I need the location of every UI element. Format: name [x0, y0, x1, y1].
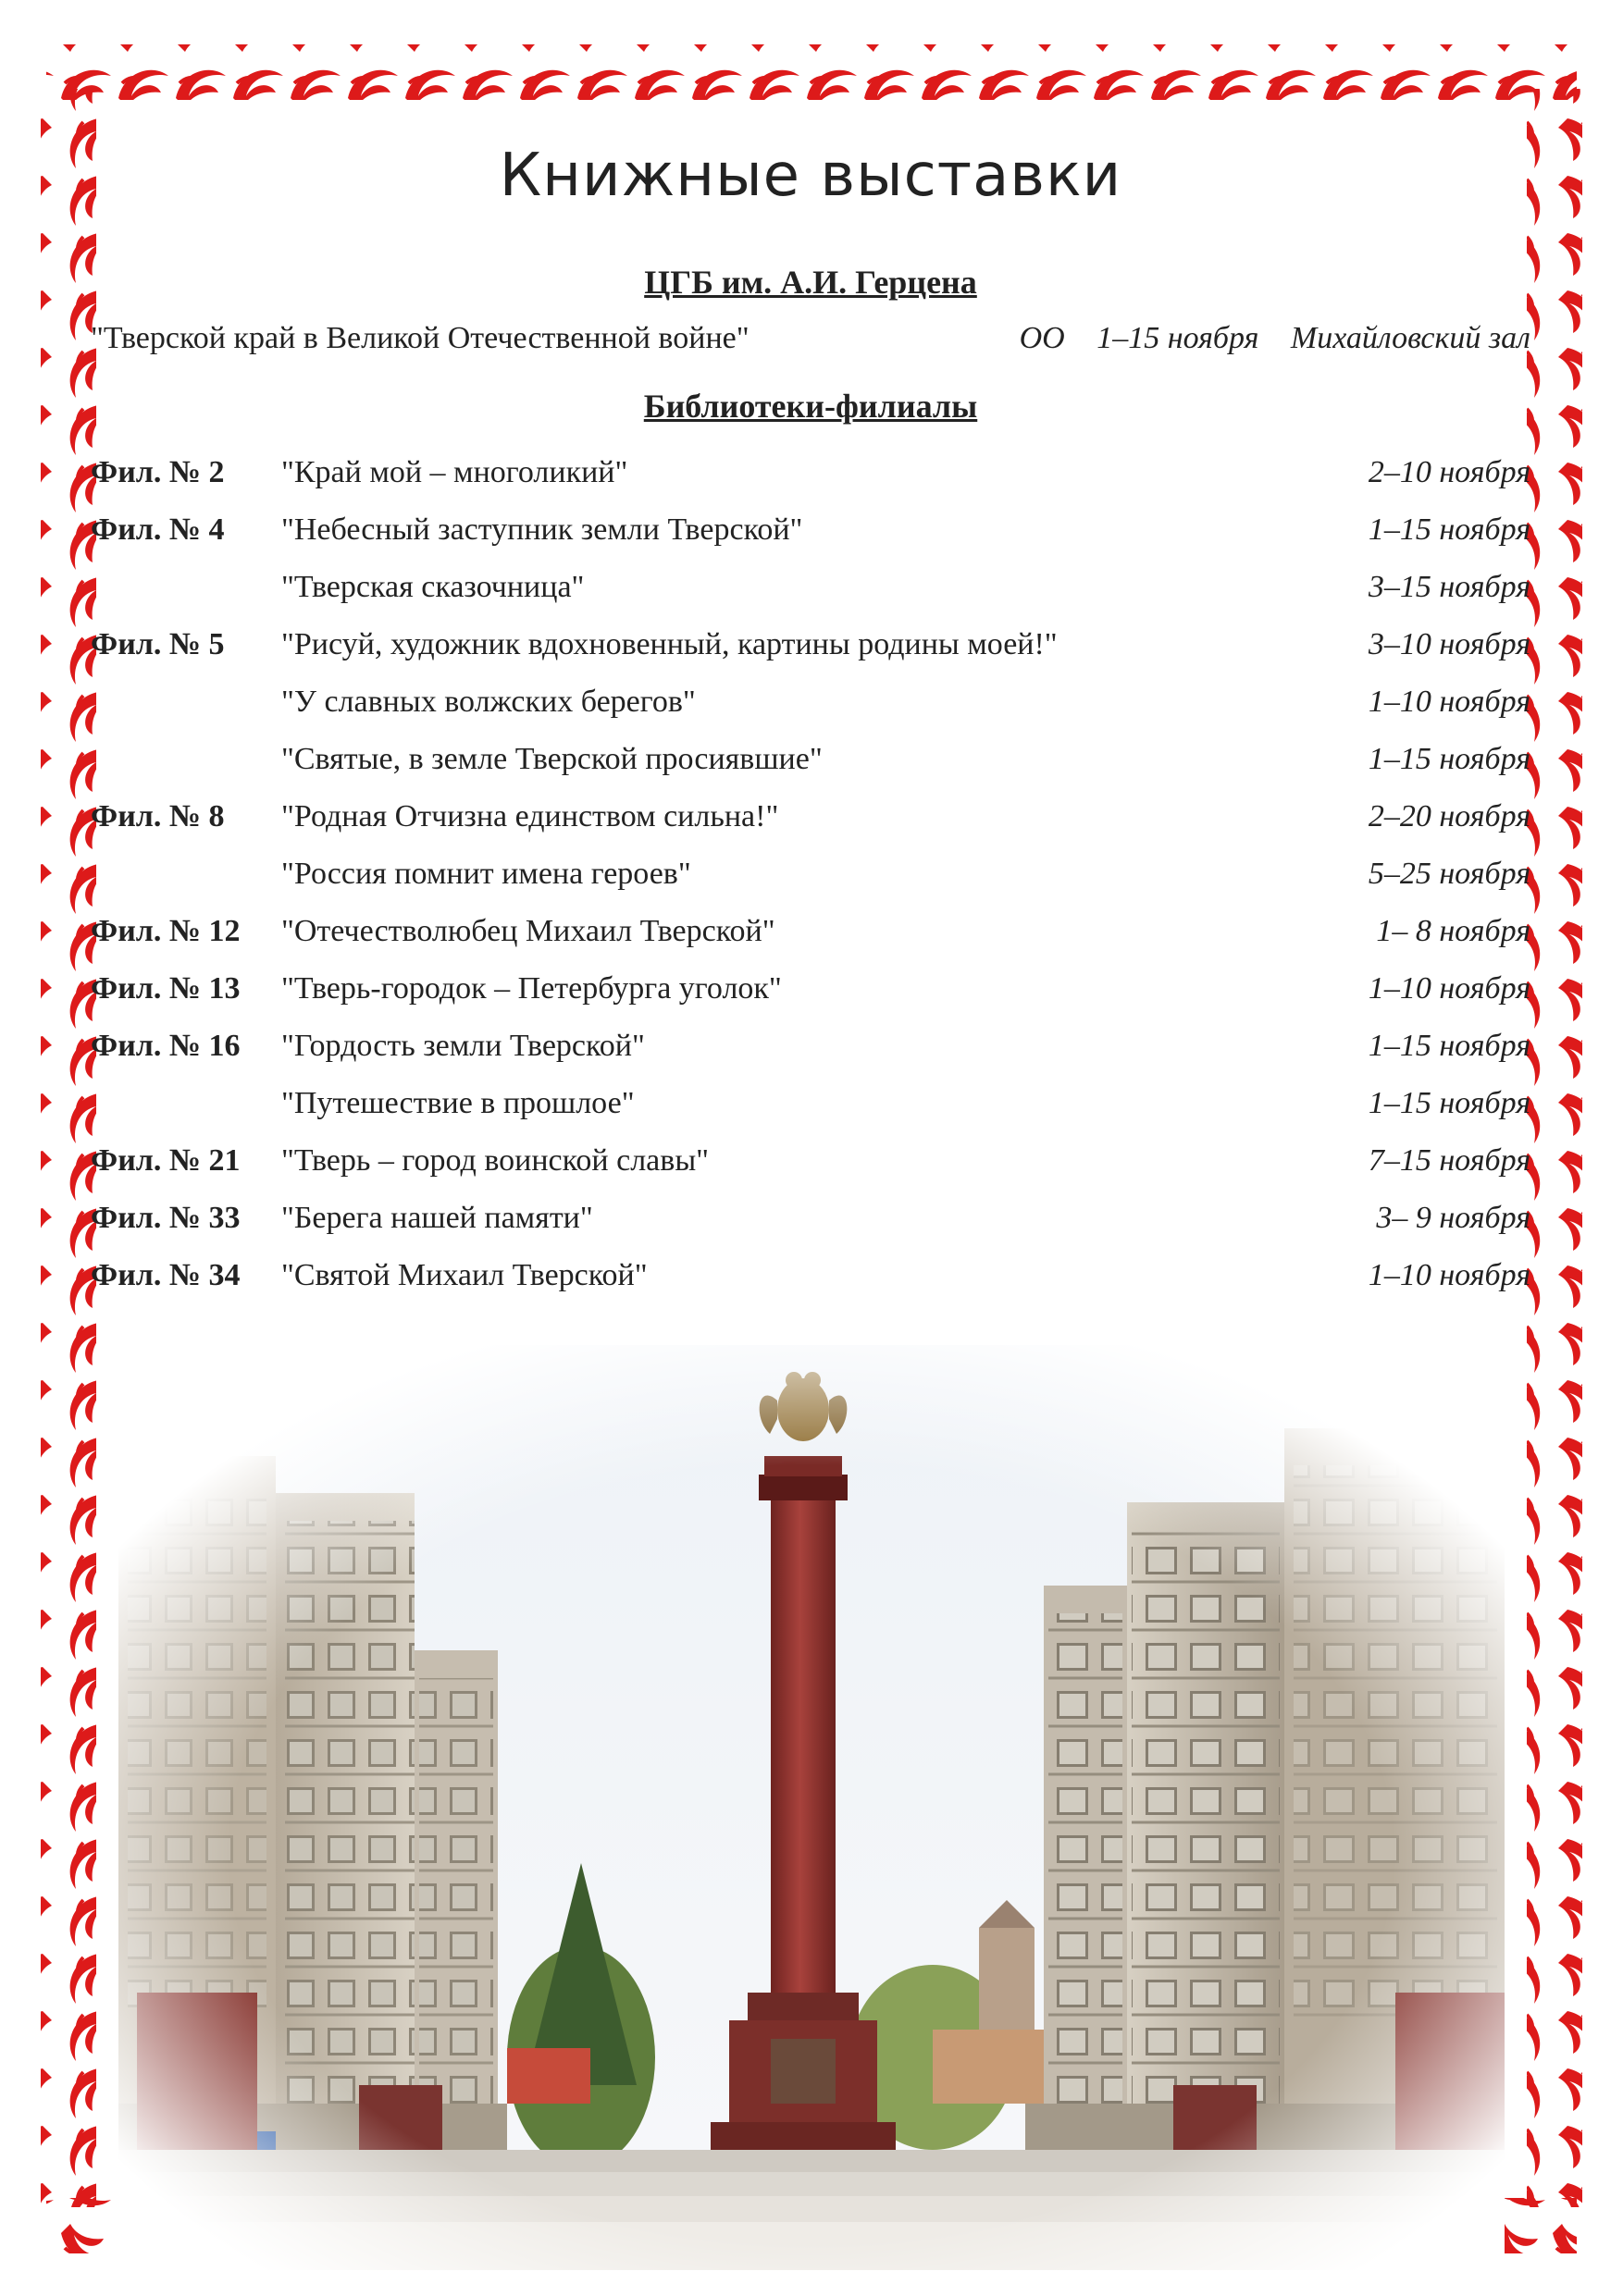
list-item	[91, 960, 1530, 1018]
list-item	[91, 788, 1530, 846]
list-item	[91, 1075, 1530, 1132]
list-item	[91, 444, 1530, 501]
page-content	[91, 139, 1530, 1304]
exhibition-dates: 1–15 ноября	[1368, 742, 1530, 776]
main-exhibition-meta	[996, 318, 1530, 359]
exhibition-dates: 1–15 ноября	[1368, 1029, 1530, 1063]
exhibition-dates: 1– 8 ноября	[1376, 914, 1530, 948]
list-item	[91, 559, 1530, 616]
branch-code: Фил. № 13	[91, 971, 241, 1006]
exhibition-dates: 3–15 ноября	[1368, 570, 1530, 604]
exhibition-dates: 2–10 ноября	[1368, 455, 1530, 489]
branch-code: Фил. № 34	[91, 1258, 241, 1292]
list-item	[91, 1132, 1530, 1190]
list-item	[91, 1190, 1530, 1247]
main-exhibition-row	[91, 318, 1530, 359]
exhibition-title: "Рисуй, художник вдохновенный, картины родины моей!"	[281, 627, 1058, 661]
branch-code: Фил. № 16	[91, 1029, 241, 1063]
exhibition-title: "Небесный заступник земли Тверской"	[281, 512, 803, 547]
main-exhibition-dates: 1–15 ноября	[1096, 321, 1259, 355]
exhibition-title: "Гордость земли Тверской"	[281, 1029, 645, 1063]
exhibition-dates: 1–15 ноября	[1368, 1086, 1530, 1120]
branch-code: Фил. № 2	[91, 455, 225, 489]
exhibition-dates: 5–25 ноября	[1368, 857, 1530, 891]
exhibition-dates: 1–10 ноября	[1368, 685, 1530, 719]
exhibition-dates: 7–15 ноября	[1368, 1143, 1530, 1178]
exhibition-title: "У славных волжских берегов"	[281, 685, 696, 719]
list-item	[91, 673, 1530, 731]
exhibition-dates: 2–20 ноября	[1368, 799, 1530, 833]
list-item	[91, 1247, 1530, 1304]
list-item	[91, 846, 1530, 903]
branch-exhibitions-list	[91, 444, 1530, 1304]
exhibition-dates: 3– 9 ноября	[1376, 1201, 1530, 1235]
page-title: Книжные выставки	[499, 142, 1122, 210]
exhibition-title: "Путешествие в прошлое"	[281, 1086, 635, 1120]
exhibition-title: "Тверь – город воинской славы"	[281, 1143, 710, 1178]
list-item	[91, 903, 1530, 960]
branch-code: Фил. № 5	[91, 627, 225, 661]
branch-code: Фил. № 8	[91, 799, 225, 833]
exhibition-dates: 3–10 ноября	[1368, 627, 1530, 661]
exhibition-title: "Берега нашей памяти"	[281, 1201, 593, 1235]
exhibition-title: "Россия помнит имена героев"	[281, 857, 691, 891]
exhibition-title: "Родная Отчизна единством сильна!"	[281, 799, 779, 833]
exhibition-title: "Тверь-городок – Петербурга уголок"	[281, 971, 782, 1006]
exhibition-title: "Тверская сказочница"	[281, 570, 585, 604]
main-exhibition-title: "Тверской край в Великой Отечественной войне"	[91, 321, 750, 355]
branches-heading: Библиотеки-филиалы	[643, 388, 978, 425]
main-exhibition-venue: Михайловский зал	[1290, 321, 1530, 355]
exhibition-title: "Святой Михаил Тверской"	[281, 1258, 648, 1292]
exhibition-dates: 1–15 ноября	[1368, 512, 1530, 547]
branch-code: Фил. № 21	[91, 1143, 241, 1178]
list-item	[91, 501, 1530, 559]
exhibition-dates: 1–10 ноября	[1368, 971, 1530, 1006]
branch-code: Фил. № 4	[91, 512, 225, 547]
branch-code: Фил. № 33	[91, 1201, 241, 1235]
exhibition-title: "Отечестволюбец Михаил Тверской"	[281, 914, 775, 948]
main-library-heading: ЦГБ им. А.И. Герцена	[644, 264, 977, 301]
list-item	[91, 1018, 1530, 1075]
branch-code: Фил. № 12	[91, 914, 241, 948]
main-exhibition-department: ОО	[1019, 321, 1065, 355]
list-item	[91, 731, 1530, 788]
list-item	[91, 616, 1530, 673]
exhibition-title: "Святые, в земле Тверской просиявшие"	[281, 742, 823, 776]
monument-photo	[118, 1345, 1505, 2270]
exhibition-title: "Край мой – многоликий"	[281, 455, 628, 489]
exhibition-dates: 1–10 ноября	[1368, 1258, 1530, 1292]
